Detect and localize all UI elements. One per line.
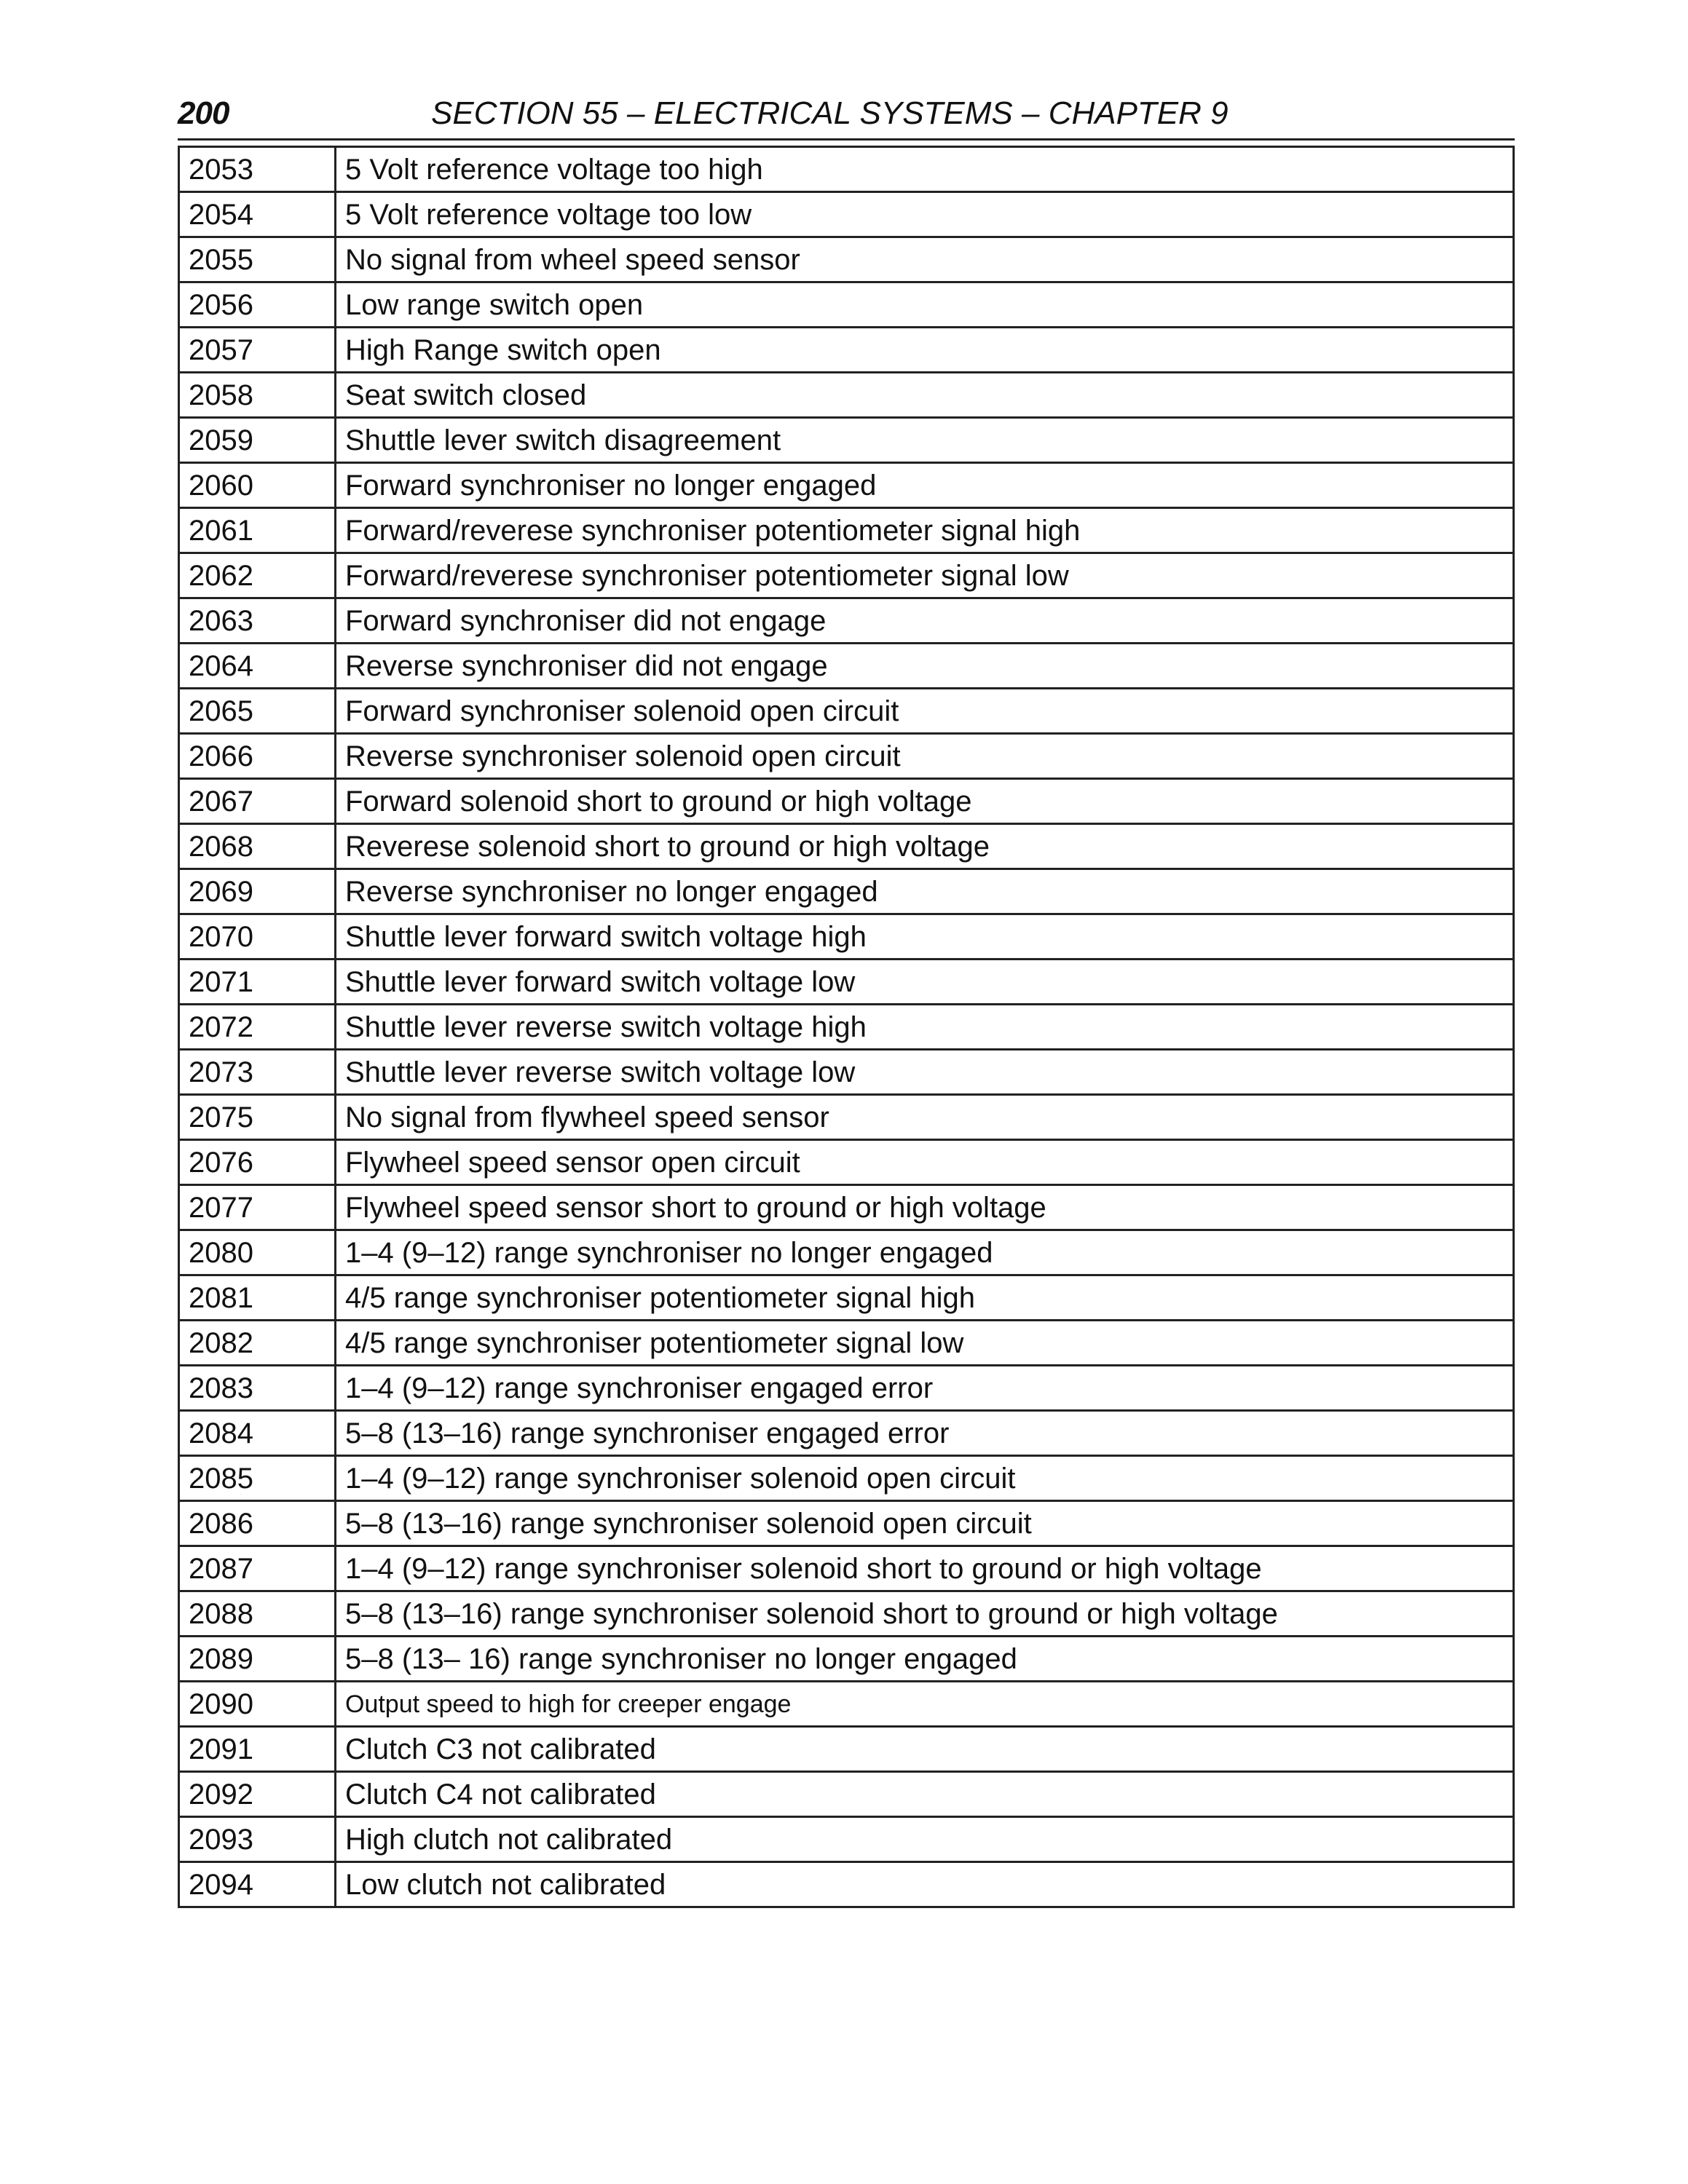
fault-code-cell: 2066 — [179, 734, 336, 779]
fault-description-cell: Flywheel speed sensor short to ground or high voltage — [336, 1185, 1514, 1230]
fault-description-cell: Shuttle lever forward switch voltage high — [336, 914, 1514, 960]
fault-description-cell: 4/5 range synchroniser potentiometer signal low — [336, 1321, 1514, 1366]
fault-description-cell: Reverse synchroniser no longer engaged — [336, 869, 1514, 914]
fault-description-cell: Forward/reverese synchroniser potentiometer signal high — [336, 508, 1514, 553]
fault-code-cell: 2064 — [179, 644, 336, 689]
table-row — [179, 1366, 1514, 1411]
table-row — [179, 237, 1514, 282]
fault-description-cell: No signal from wheel speed sensor — [336, 237, 1514, 282]
table-row — [179, 960, 1514, 1005]
fault-code-cell: 2090 — [179, 1682, 336, 1727]
table-row — [179, 1456, 1514, 1501]
table-row — [179, 1546, 1514, 1591]
table-row — [179, 598, 1514, 644]
fault-code-cell: 2076 — [179, 1140, 336, 1185]
table-row — [179, 1411, 1514, 1456]
fault-code-cell: 2085 — [179, 1456, 336, 1501]
fault-description-cell: Flywheel speed sensor open circuit — [336, 1140, 1514, 1185]
page-header — [178, 92, 1515, 135]
fault-code-cell: 2083 — [179, 1366, 336, 1411]
fault-code-cell: 2082 — [179, 1321, 336, 1366]
table-row — [179, 192, 1514, 237]
table-row — [179, 1637, 1514, 1682]
table-row — [179, 1185, 1514, 1230]
table-row — [179, 373, 1514, 418]
fault-description-cell: High clutch not calibrated — [336, 1817, 1514, 1862]
fault-description-cell: Reverse synchroniser solenoid open circuit — [336, 734, 1514, 779]
fault-description-cell: 5–8 (13–16) range synchroniser solenoid open circuit — [336, 1501, 1514, 1546]
fault-code-cell: 2065 — [179, 689, 336, 734]
table-row — [179, 1005, 1514, 1050]
fault-description-cell: Forward solenoid short to ground or high voltage — [336, 779, 1514, 824]
fault-description-cell: 1–4 (9–12) range synchroniser solenoid short to ground or high voltage — [336, 1546, 1514, 1591]
fault-description-cell: Forward/reverese synchroniser potentiometer signal low — [336, 553, 1514, 598]
fault-code-table — [178, 146, 1515, 1908]
fault-code-cell: 2059 — [179, 418, 336, 463]
fault-code-cell: 2062 — [179, 553, 336, 598]
fault-description-cell: 1–4 (9–12) range synchroniser solenoid open circuit — [336, 1456, 1514, 1501]
fault-code-cell: 2058 — [179, 373, 336, 418]
section-title: SECTION 55 – ELECTRICAL SYSTEMS – CHAPTER 9 — [431, 95, 1228, 131]
fault-description-cell: 1–4 (9–12) range synchroniser engaged error — [336, 1366, 1514, 1411]
fault-code-cell: 2092 — [179, 1772, 336, 1817]
table-row — [179, 147, 1514, 192]
table-row — [179, 1772, 1514, 1817]
table-row — [179, 1140, 1514, 1185]
fault-description-cell: Clutch C3 not calibrated — [336, 1727, 1514, 1772]
table-row — [179, 914, 1514, 960]
fault-description-cell: 4/5 range synchroniser potentiometer signal high — [336, 1275, 1514, 1321]
fault-description-cell: Shuttle lever reverse switch voltage high — [336, 1005, 1514, 1050]
table-row — [179, 553, 1514, 598]
fault-description-cell: Clutch C4 not calibrated — [336, 1772, 1514, 1817]
fault-description-cell: Low clutch not calibrated — [336, 1862, 1514, 1907]
fault-description-cell: Forward synchroniser did not engage — [336, 598, 1514, 644]
fault-description-cell: High Range switch open — [336, 328, 1514, 373]
fault-code-cell: 2081 — [179, 1275, 336, 1321]
fault-description-cell: Reverese solenoid short to ground or high voltage — [336, 824, 1514, 869]
table-row — [179, 824, 1514, 869]
table-row — [179, 463, 1514, 508]
table-row — [179, 1230, 1514, 1275]
fault-code-cell: 2084 — [179, 1411, 336, 1456]
fault-description-cell: Shuttle lever reverse switch voltage low — [336, 1050, 1514, 1095]
fault-description-cell: 5 Volt reference voltage too low — [336, 192, 1514, 237]
fault-description-cell: Shuttle lever forward switch voltage low — [336, 960, 1514, 1005]
fault-description-cell: 5 Volt reference voltage too high — [336, 147, 1514, 192]
fault-description-cell: Forward synchroniser solenoid open circuit — [336, 689, 1514, 734]
fault-code-cell: 2068 — [179, 824, 336, 869]
table-row — [179, 1591, 1514, 1637]
fault-code-cell: 2067 — [179, 779, 336, 824]
table-row — [179, 1050, 1514, 1095]
fault-description-cell: 1–4 (9–12) range synchroniser no longer engaged — [336, 1230, 1514, 1275]
fault-code-cell: 2086 — [179, 1501, 336, 1546]
table-row — [179, 1817, 1514, 1862]
fault-code-cell: 2091 — [179, 1727, 336, 1772]
table-row — [179, 508, 1514, 553]
fault-description-cell: Forward synchroniser no longer engaged — [336, 463, 1514, 508]
fault-description-cell: Shuttle lever switch disagreement — [336, 418, 1514, 463]
fault-code-cell: 2072 — [179, 1005, 336, 1050]
table-row — [179, 869, 1514, 914]
fault-code-cell: 2060 — [179, 463, 336, 508]
table-row — [179, 1862, 1514, 1907]
table-row — [179, 328, 1514, 373]
fault-code-cell: 2056 — [179, 282, 336, 328]
fault-code-cell: 2089 — [179, 1637, 336, 1682]
fault-description-cell: Output speed to high for creeper engage — [336, 1682, 1514, 1727]
fault-code-cell: 2055 — [179, 237, 336, 282]
fault-code-cell: 2053 — [179, 147, 336, 192]
table-row — [179, 1501, 1514, 1546]
table-row — [179, 1682, 1514, 1727]
fault-code-cell: 2071 — [179, 960, 336, 1005]
fault-description-cell: 5–8 (13–16) range synchroniser solenoid short to ground or high voltage — [336, 1591, 1514, 1637]
fault-code-cell: 2087 — [179, 1546, 336, 1591]
fault-code-cell: 2061 — [179, 508, 336, 553]
fault-code-cell: 2075 — [179, 1095, 336, 1140]
table-row — [179, 418, 1514, 463]
fault-code-cell: 2057 — [179, 328, 336, 373]
fault-description-cell: Reverse synchroniser did not engage — [336, 644, 1514, 689]
fault-description-cell: No signal from flywheel speed sensor — [336, 1095, 1514, 1140]
fault-code-table-body — [179, 147, 1514, 1907]
fault-description-cell: 5–8 (13–16) range synchroniser engaged error — [336, 1411, 1514, 1456]
table-row — [179, 779, 1514, 824]
table-row — [179, 644, 1514, 689]
fault-code-cell: 2077 — [179, 1185, 336, 1230]
fault-code-cell: 2073 — [179, 1050, 336, 1095]
fault-description-cell: Low range switch open — [336, 282, 1514, 328]
fault-code-cell: 2088 — [179, 1591, 336, 1637]
table-row — [179, 734, 1514, 779]
header-divider — [178, 138, 1515, 141]
fault-code-cell: 2080 — [179, 1230, 336, 1275]
page-number: 200 — [178, 95, 229, 131]
fault-description-cell: Seat switch closed — [336, 373, 1514, 418]
table-row — [179, 1275, 1514, 1321]
fault-code-cell: 2063 — [179, 598, 336, 644]
table-row — [179, 1095, 1514, 1140]
table-row — [179, 1321, 1514, 1366]
fault-description-cell: 5–8 (13– 16) range synchroniser no longer engaged — [336, 1637, 1514, 1682]
fault-code-cell: 2094 — [179, 1862, 336, 1907]
fault-code-cell: 2093 — [179, 1817, 336, 1862]
table-row — [179, 282, 1514, 328]
table-row — [179, 689, 1514, 734]
fault-code-cell: 2069 — [179, 869, 336, 914]
fault-code-cell: 2054 — [179, 192, 336, 237]
fault-code-cell: 2070 — [179, 914, 336, 960]
table-row — [179, 1727, 1514, 1772]
